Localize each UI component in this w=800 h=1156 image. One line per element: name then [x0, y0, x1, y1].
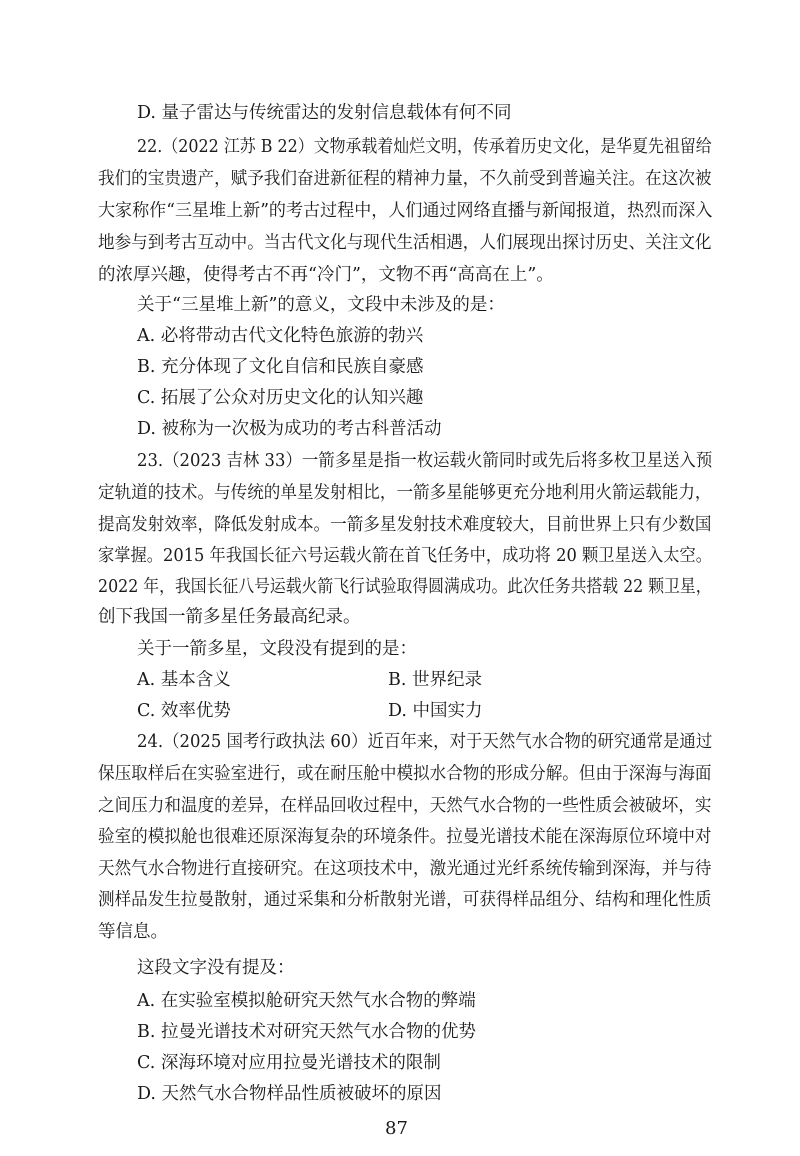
q22-option-c: C. 拓展了公众对历史文化的认知兴趣	[137, 388, 424, 408]
page-number: 87	[385, 1118, 408, 1139]
q22-option-b: B. 充分体现了文化自信和民族自豪感	[137, 357, 424, 377]
q23-paragraph-line: 创下我国一箭多星任务最高纪录。	[98, 607, 361, 627]
q23-paragraph-line: 2022 年，我国长征八号运载火箭飞行试验取得圆满成功。此次任务共搭载 22 颗卫星，	[98, 577, 712, 597]
q22-option-d: D. 被称为一次极为成功的考古科普活动	[137, 419, 442, 439]
q23-paragraph-line: 23.（2023 吉林 33）一箭多星是指一枚运载火箭同时或先后将多枚卫星送入预	[137, 451, 713, 471]
q24-option-a: A. 在实验室模拟舱研究天然气水合物的弊端	[137, 991, 476, 1011]
q22-option-a: A. 必将带动古代文化特色旅游的勃兴	[137, 326, 424, 346]
q24-question: 这段文字没有提及：	[137, 958, 295, 978]
q22-paragraph-line: 大家称作“三星堆上新”的考古过程中，人们通过网络直播与新闻报道，热烈而深入	[98, 201, 713, 221]
q24-paragraph-line: 等信息。	[98, 922, 168, 942]
q24-paragraph-line: 24.（2025 国考行政执法 60）近百年来，对于天然气水合物的研究通常是通过	[137, 732, 713, 752]
q23-paragraph-line: 家掌握。2015 年我国长征六号运载火箭在首飞任务中，成功将 20 颗卫星送入太空。	[98, 546, 713, 566]
q23-paragraph-line: 定轨道的技术。与传统的单星发射相比，一箭多星能够更充分地利用火箭运载能力，	[98, 483, 712, 503]
q22-question: 关于“三星堆上新”的意义，文段中未涉及的是：	[137, 295, 505, 315]
q23-option-a: A. 基本含义	[137, 670, 231, 690]
q23-paragraph-line: 提高发射效率，降低发射成本。一箭多星发射技术难度较大，目前世界上只有少数国	[98, 515, 712, 535]
q23-option-b: B. 世界纪录	[388, 670, 482, 690]
q23-question: 关于一箭多星，文段没有提到的是：	[137, 639, 417, 659]
q23-option-c: C. 效率优势	[137, 701, 231, 721]
q24-option-c: C. 深海环境对应用拉曼光谱技术的限制	[137, 1053, 441, 1073]
q22-paragraph-line: 我们的宝贵遗产，赋予我们奋进新征程的精神力量，不久前受到普遍关注。在这次被	[98, 169, 712, 189]
q23-option-d: D. 中国实力	[388, 701, 483, 721]
q24-paragraph-line: 天然气水合物进行直接研究。在这项技术中，激光通过光纤系统传输到深海，并与待	[98, 859, 712, 879]
q24-option-d: D. 天然气水合物样品性质被破坏的原因	[137, 1084, 442, 1104]
q22-paragraph-line: 地参与到考古互动中。当古代文化与现代生活相遇，人们展现出探讨历史、关注文化	[98, 233, 712, 253]
q21-option-d: D. 量子雷达与传统雷达的发射信息载体有何不同	[137, 103, 512, 123]
q24-option-b: B. 拉曼光谱技术对研究天然气水合物的优势	[137, 1022, 476, 1042]
q22-paragraph-line: 的浓厚兴趣，使得考古不再“冷门”，文物不再“高高在上”。	[98, 265, 554, 285]
q24-paragraph-line: 保压取样后在实验室进行，或在耐压舱中模拟水合物的形成分解。但由于深海与海面	[98, 764, 712, 784]
q24-paragraph-line: 之间压力和温度的差异，在样品回收过程中，天然气水合物的一些性质会被破坏，实	[98, 796, 712, 816]
q22-paragraph-line: 22.（2022 江苏 B 22）文物承载着灿烂文明，传承着历史文化，是华夏先祖留给	[137, 137, 712, 157]
q24-paragraph-line: 验室的模拟舱也很难还原深海复杂的环境条件。拉曼光谱技术能在深海原位环境中对	[98, 827, 712, 847]
q24-paragraph-line: 测样品发生拉曼散射，通过采集和分析散射光谱，可获得样品组分、结构和理化性质	[98, 890, 712, 910]
